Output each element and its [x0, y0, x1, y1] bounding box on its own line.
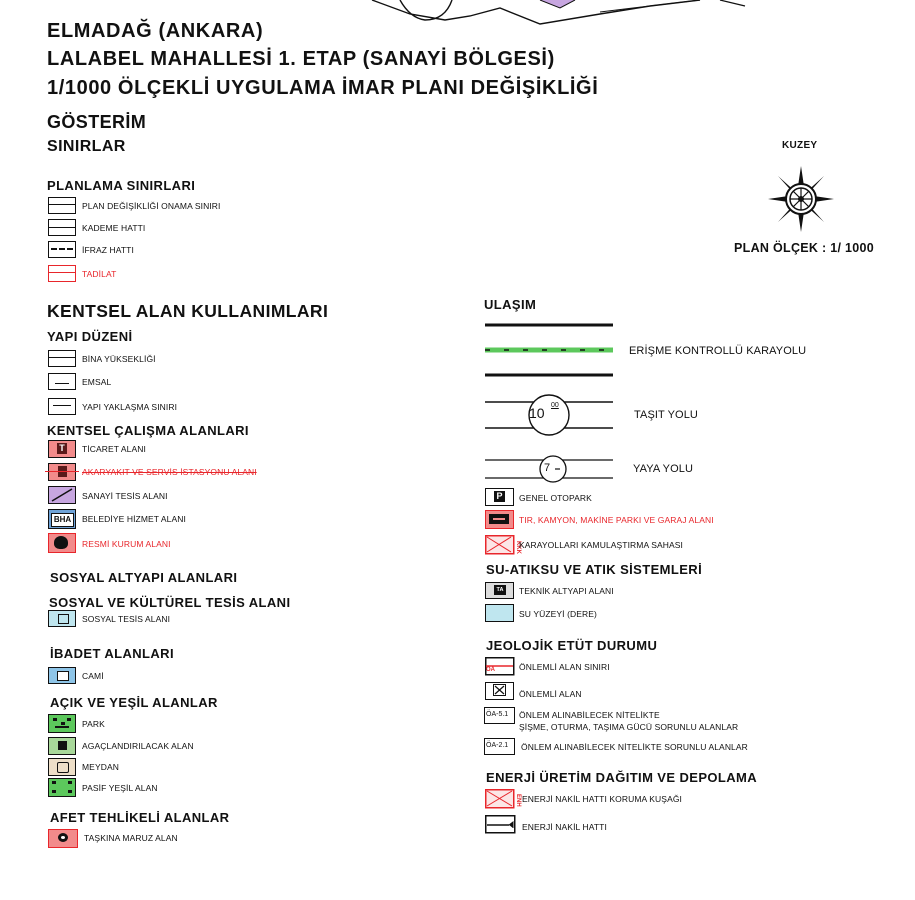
- legend-label: SOSYAL TESİS ALANI: [82, 614, 171, 624]
- yaya-width: 7: [544, 462, 551, 474]
- onlemli-alan-symbol: [485, 682, 514, 700]
- tasit-width-sup: 00: [551, 402, 559, 409]
- teknik-altyapi-symbol: [485, 582, 514, 599]
- erisme-kontrollu-symbol: [485, 324, 615, 376]
- enerji-title: ENERJİ ÜRETİM DAĞITIM VE DEPOLAMA: [486, 770, 758, 785]
- tadilat-symbol: [48, 265, 76, 282]
- map-plan-title: 1/1000 ÖLÇEKLİ UYGULAMA İMAR PLANI DEĞİŞİKLİĞİ: [47, 77, 599, 99]
- otopark-symbol: [485, 488, 514, 506]
- planlama-title: PLANLAMA SINIRLARI: [47, 178, 196, 193]
- legend-label: ÖNLEM ALINABİLECEK NİTELİKTE SORUNLU ALANLAR: [521, 742, 748, 752]
- oa-mark: ÖA: [486, 667, 495, 673]
- enh-hatti-symbol: [485, 815, 517, 835]
- legend-label: TEKNİK ALTYAPI ALANI: [519, 586, 614, 596]
- legend-label: BELEDİYE HİZMET ALANI: [82, 514, 186, 524]
- resmi-kurum-symbol: [48, 533, 76, 553]
- legend-label: PLAN DEĞİŞİKLİĞİ ONAMA SINIRI: [82, 201, 221, 211]
- onama-siniri-symbol: [48, 197, 76, 214]
- cami-symbol: [48, 667, 76, 684]
- afet-title: AFET TEHLİKELİ ALANLAR: [50, 810, 230, 825]
- legend-label: EMSAL: [82, 377, 112, 387]
- legend-label: İFRAZ HATTI: [82, 245, 134, 255]
- legend-label: AGAÇLANDIRILACAK ALAN: [82, 741, 194, 751]
- legend-label-red: AKARYAKIT VE SERVİS İSTASYONU ALANI: [82, 467, 257, 477]
- pasif-yesil-symbol: [48, 778, 76, 797]
- oa1-text: ÖA-5.1: [486, 711, 509, 718]
- yapi-yaklasma-symbol: [48, 398, 76, 415]
- legend-label: ÖNLEMLİ ALAN SINIRI: [519, 662, 610, 672]
- enh-mark: ENH: [515, 794, 521, 807]
- akaryakit-symbol: [48, 463, 76, 481]
- legend-label: SANAYİ TESİS ALANI: [82, 491, 168, 501]
- compass-icon: [766, 164, 836, 234]
- meydan-symbol: [48, 758, 76, 776]
- legend-label-red: TIR, KAMYON, MAKİNE PARKI VE GARAJ ALANI: [519, 515, 714, 525]
- emsal-symbol: [48, 373, 76, 390]
- calisma-title: KENTSEL ÇALIŞMA ALANLARI: [47, 423, 249, 438]
- tir-garaj-symbol: [485, 510, 514, 529]
- legend-label: GENEL OTOPARK: [519, 493, 592, 503]
- legend-label: MEYDAN: [82, 762, 119, 772]
- belediye-symbol: [48, 509, 76, 529]
- oa2-text: ÖA-2.1: [486, 742, 509, 749]
- legend-label: ŞİŞME, OTURMA, TAŞIMA GÜCÜ SORUNLU ALANLAR: [519, 722, 739, 732]
- legend-title: GÖSTERİM: [47, 112, 147, 132]
- legend-label: TAŞIT YOLU: [634, 409, 698, 421]
- legend-label: ÖNLEM ALINABİLECEK NİTELİKTE: [519, 710, 660, 720]
- bha-text: BHA: [51, 513, 74, 527]
- ibadet-title: İBADET ALANLARI: [50, 646, 174, 661]
- sosyal-kulturel-title: SOSYAL VE KÜLTÜREL TESİS ALANI: [49, 595, 291, 610]
- legend-label: ÖNLEMLİ ALAN: [519, 689, 582, 699]
- legend-label: SU YÜZEYİ (DERE): [519, 609, 597, 619]
- ta-text: TA: [494, 585, 506, 595]
- legend-label: CAMİ: [82, 671, 104, 681]
- sosyal-altyapi-title: SOSYAL ALTYAPI ALANLARI: [50, 570, 238, 585]
- sanayi-symbol: [48, 486, 76, 504]
- tasit-width: 10: [529, 405, 545, 421]
- legend-label: KADEME HATTI: [82, 223, 146, 233]
- kademe-hatti-symbol: [48, 219, 76, 236]
- agaclandirilacak-symbol: [48, 737, 76, 755]
- legend-label: TİCARET ALANI: [82, 444, 146, 454]
- legend-label: PASİF YEŞİL ALAN: [82, 783, 158, 793]
- park-symbol: [48, 714, 76, 733]
- legend-label: KARAYOLLARI KAMULAŞTIRMA SAHASI: [519, 540, 684, 550]
- enh-koruma-symbol: [485, 789, 519, 813]
- section-sinirlar: SINIRLAR: [47, 138, 126, 155]
- tasit-yolu-symbol: [485, 398, 615, 434]
- su-yuzeyi-symbol: [485, 604, 514, 622]
- legend-label-red: TADİLAT: [82, 269, 117, 279]
- map-area-title: LALABEL MAHALLESİ 1. ETAP (SANAYİ BÖLGESİ): [47, 48, 555, 70]
- legend-label: BİNA YÜKSEKLİĞİ: [82, 354, 156, 364]
- acik-yesil-title: AÇIK VE YEŞİL ALANLAR: [50, 695, 218, 710]
- yapi-duzeni-title: YAPI DÜZENİ: [47, 329, 133, 344]
- legend-label: YAYA YOLU: [633, 463, 694, 475]
- kentsel-title: KENTSEL ALAN KULLANIMLARI: [47, 301, 329, 321]
- legend-label: ERİŞME KONTROLLÜ KARAYOLU: [629, 345, 807, 357]
- kkk-mark: KKK: [515, 541, 521, 554]
- taskin-symbol: [48, 829, 78, 848]
- ticaret-symbol: T: [48, 440, 76, 458]
- legend-label: ENERJİ NAKİL HATTI KORUMA KUŞAĞI: [522, 794, 683, 804]
- ifraz-hatti-symbol: [48, 241, 76, 258]
- oa-2-1-symbol: [484, 738, 515, 755]
- su-atiksu-title: SU-ATIKSU VE ATIK SİSTEMLERİ: [486, 562, 703, 577]
- p-text: P: [494, 491, 505, 502]
- map-location-title: ELMADAĞ (ANKARA): [47, 20, 264, 42]
- legend-label: TAŞKINA MARUZ ALAN: [84, 833, 178, 843]
- plan-scale: PLAN ÖLÇEK : 1/ 1000: [734, 241, 875, 255]
- legend-label: ENERJİ NAKİL HATTI: [522, 822, 607, 832]
- legend-label-red: RESMİ KURUM ALANI: [82, 539, 171, 549]
- oa-5-1-symbol: [484, 707, 515, 724]
- legend-label: YAPI YAKLAŞMA SINIRI: [82, 402, 178, 412]
- north-label: KUZEY: [782, 140, 818, 151]
- bina-yuksekligi-symbol: [48, 350, 76, 367]
- jeoloji-title: JEOLOJİK ETÜT DURUMU: [486, 638, 658, 653]
- sosyal-tesis-symbol: [48, 610, 76, 627]
- legend-label: PARK: [82, 719, 105, 729]
- ulasim-title: ULAŞIM: [484, 297, 537, 312]
